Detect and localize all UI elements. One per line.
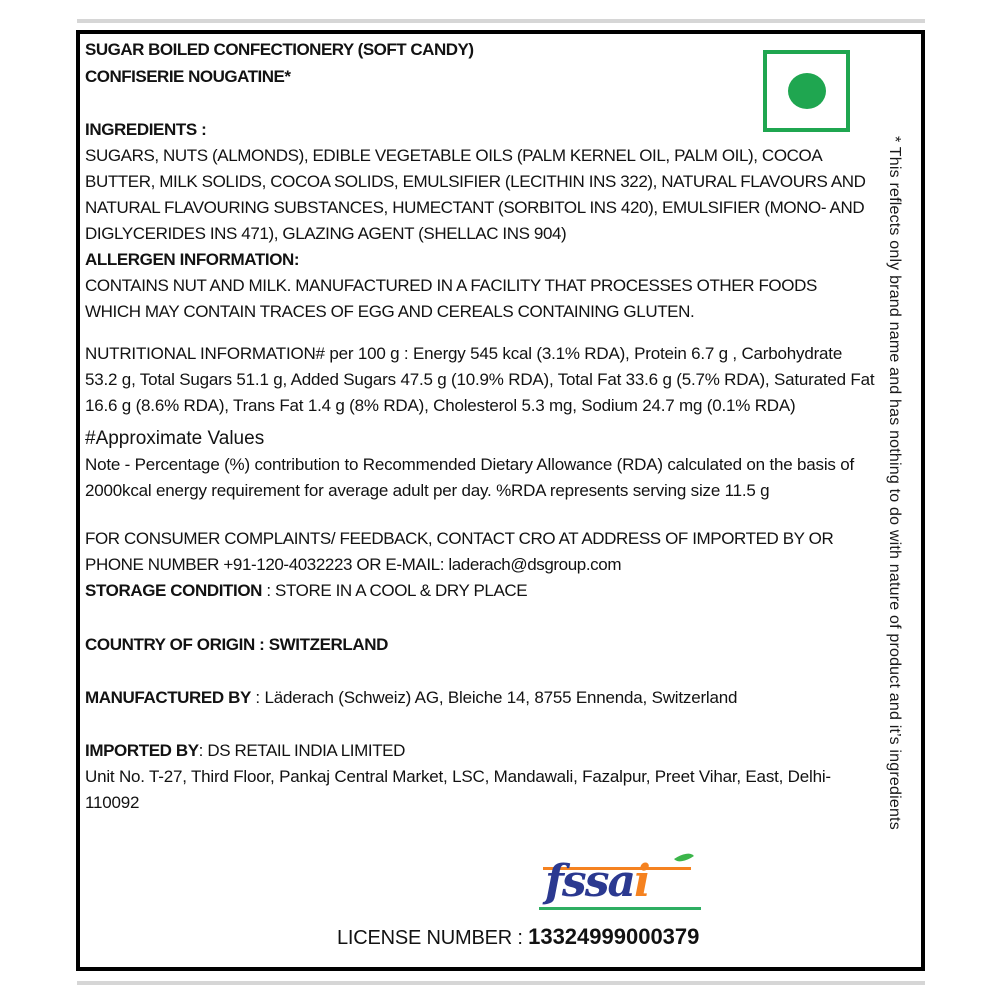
manufactured-by-value: : Läderach (Schweiz) AG, Bleiche 14, 8755 Ennenda, Switzerland [250,688,738,707]
country-of-origin: COUNTRY OF ORIGIN : SWITZERLAND [85,635,389,654]
storage-condition-value: : STORE IN A COOL & DRY PLACE [262,581,528,600]
manufactured-by-line [85,685,875,711]
fssai-green-line [539,907,701,910]
ingredients-text: SUGARS, NUTS (ALMONDS), EDIBLE VEGETABLE OILS (PALM KERNEL OIL, PALM OIL), COCOA BUTTER, MILK SOLIDS, COCOA SOLIDS, EMULSIFIER (LECITHIN INS 322), NATURAL FLAVOURS AND NATURAL FLAVOURING SUBSTANCES, HUMECTANT (SORBITOL INS 420), EMULSIFIER (MONO- AND DIGLYCERIDES INS 471), GLAZING AGENT (SHELLAC INS 904) [85,146,866,243]
rda-note: Note - Percentage (%) contribution to Recommended Dietary Allowance (RDA) calculated on the basis of 2000kcal energy requirement for average adult per day. %RDA represents serving size 11.5 g [85,455,854,500]
green-dot [788,73,826,109]
top-edge-artifact [77,19,925,23]
nutrition-text: NUTRITIONAL INFORMATION# per 100 g : Energy 545 kcal (3.1% RDA), Protein 6.7 g , Carbohydrate 53.2 g, Total Sugars 51.1 g, Added Sugars 47.5 g (10.9% RDA), Total Fat 33.6 g (5.7% RDA), Saturated Fat 16.6 g (8.6% RDA), Trans Fat 1.4 g (8% RDA), Cholesterol 5.3 mg, Sodium 24.7 mg (0.1% RDA) [85,344,875,415]
imported-by-label: IMPORTED BY [85,741,199,760]
fssai-letters-blue: fssa [545,856,634,907]
product-name-french: CONFISERIE NOUGATINE* [85,67,291,86]
fssai-logo [539,856,711,914]
manufactured-by-label: MANUFACTURED BY [85,688,251,707]
license-number-line [337,924,699,950]
leaf-icon [674,849,694,867]
brand-name-disclaimer-vertical: * This reflects only brand name and has nothing to do with nature of product and it’s ingredients [886,136,903,830]
approximate-values-note: #Approximate Values [85,428,265,449]
allergen-heading: ALLERGEN INFORMATION: [85,250,300,269]
consumer-complaints-text: FOR CONSUMER COMPLAINTS/ FEEDBACK, CONTACT CRO AT ADDRESS OF IMPORTED BY OR PHONE NUMBER +91-120-4032223 OR E-MAIL: laderach@dsgroup.com [85,529,834,574]
ingredients-heading: INGREDIENTS : [85,120,207,139]
license-number-label: LICENSE NUMBER : [337,927,523,949]
imported-by-line [85,738,875,764]
vegetarian-green-dot-icon [763,50,850,132]
storage-condition-line [85,578,875,604]
label-content [85,36,875,816]
fssai-letter-i-orange: i [633,856,649,907]
storage-condition-label: STORAGE CONDITION [85,581,263,600]
license-number-value: 13324999000379 [528,924,700,949]
importer-address: Unit No. T-27, Third Floor, Pankaj Central Market, LSC, Mandawali, Fazalpur, Preet Vihar, East, Delhi-110092 [85,767,831,812]
fssai-wordmark [545,856,649,908]
label-border-box [76,30,925,971]
allergen-text: CONTAINS NUT AND MILK. MANUFACTURED IN A FACILITY THAT PROCESSES OTHER FOODS WHICH MAY CONTAIN TRACES OF EGG AND CEREALS CONTAINING GLUTEN. [85,276,817,321]
product-name-english: SUGAR BOILED CONFECTIONERY (SOFT CANDY) [85,40,474,59]
bottom-edge-artifact [77,981,925,985]
imported-by-value: : DS RETAIL INDIA LIMITED [198,741,405,760]
